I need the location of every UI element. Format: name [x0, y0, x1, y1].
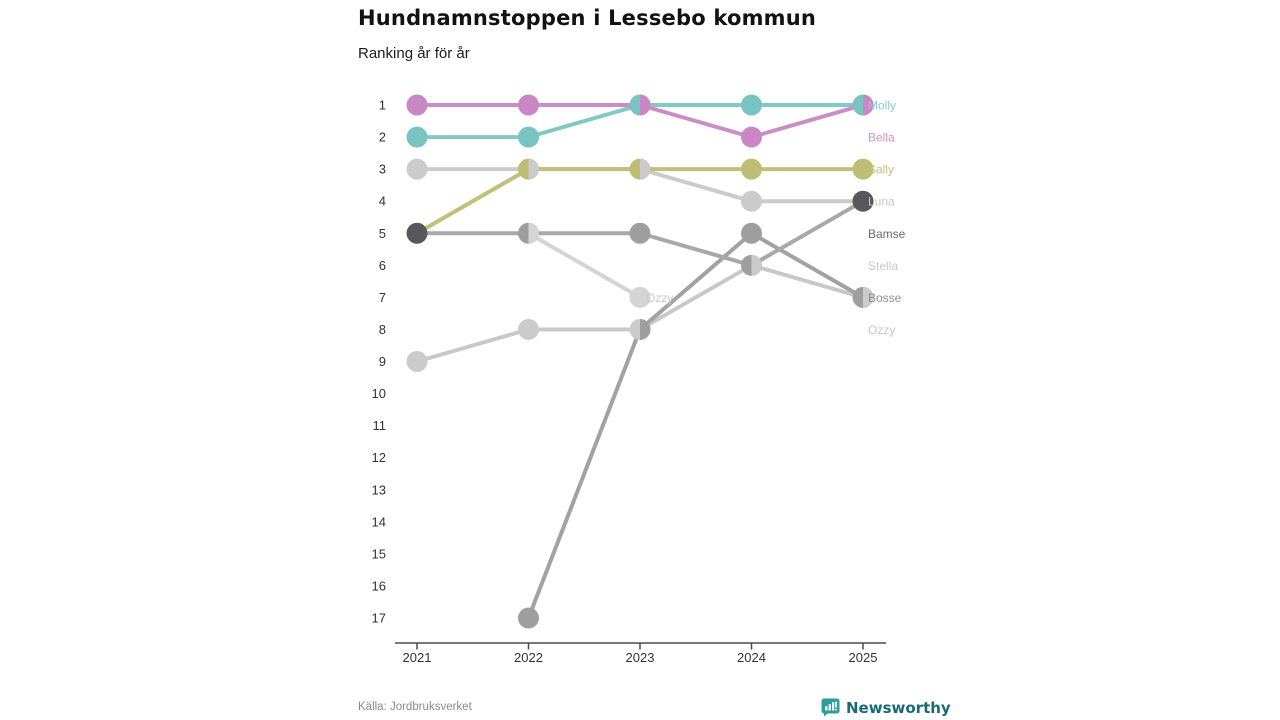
y-tick-label: 8	[378, 321, 386, 337]
dot-2021-rank9	[407, 351, 428, 372]
x-tick-label: 2024	[737, 650, 766, 665]
series-line-ozzy	[529, 233, 641, 297]
page-title: Hundnamnstoppen i Lessebo kommun	[358, 6, 817, 30]
series-label-bamse: Bamse	[868, 226, 906, 241]
source-text: Källa: Jordbruksverket	[358, 701, 472, 713]
y-tick-label: 16	[371, 578, 386, 594]
series-line-stella	[417, 265, 863, 361]
dot-2024-rank1	[741, 95, 762, 116]
dot-2024-rank5	[741, 223, 762, 244]
chart-subtitle: Ranking år för år	[358, 45, 470, 62]
x-tick-label: 2025	[848, 650, 878, 665]
y-tick-label: 3	[378, 161, 386, 177]
x-tick-label: 2023	[625, 650, 655, 665]
y-tick-label: 9	[378, 354, 386, 369]
y-tick-label: 5	[378, 225, 386, 241]
dot-2024-rank3	[741, 159, 762, 180]
dot-2022-rank17	[518, 608, 539, 629]
series-line-bosse	[529, 233, 864, 618]
series-label-bella: Bella	[868, 130, 895, 145]
y-tick-label: 4	[378, 193, 386, 209]
dot-2021-rank5	[407, 223, 428, 244]
y-tick-label: 10	[371, 386, 386, 402]
series-label-luna: Luna	[868, 194, 895, 209]
y-tick-label: 6	[378, 257, 386, 273]
y-tick-label: 11	[372, 418, 386, 434]
dot-2021-rank3	[407, 159, 428, 180]
dot-2021-rank2	[407, 127, 428, 148]
dot-2023-rank5	[630, 223, 651, 244]
dot-2022-rank8	[518, 319, 539, 340]
series-label-ozzy: Ozzy	[868, 322, 896, 337]
x-tick-label: 2022	[514, 650, 543, 665]
y-tick-label: 1	[378, 97, 386, 113]
dot-2024-rank2	[741, 127, 762, 148]
series-label-sally: Sally	[868, 162, 895, 177]
y-tick-label: 7	[378, 289, 386, 305]
y-tick-label: 2	[378, 129, 386, 145]
dot-half-2022-rank3	[529, 159, 540, 180]
series-label-bosse: Bosse	[868, 290, 902, 305]
y-tick-label: 17	[371, 610, 386, 626]
newsworthy-logo-text: Newsworthy	[846, 698, 951, 717]
inline-label-ozzy: Ozzy	[646, 290, 674, 305]
series-label-stella: Stella	[868, 258, 899, 273]
dot-2021-rank1	[407, 95, 428, 116]
dot-2022-rank2	[518, 127, 539, 148]
dot-2022-rank1	[518, 95, 539, 116]
dot-2024-rank4	[741, 191, 762, 212]
y-tick-label: 13	[371, 482, 386, 498]
y-tick-label: 12	[371, 450, 386, 466]
series-label-molly: Molly	[868, 98, 897, 113]
x-tick-label: 2021	[402, 650, 432, 665]
y-tick-label: 15	[371, 546, 386, 562]
newsworthy-logo[interactable]	[821, 698, 951, 717]
newsworthy-logo-icon	[821, 698, 840, 717]
dot-half-2023-rank1	[640, 95, 651, 116]
y-tick-label: 14	[371, 514, 386, 530]
dot-half-2023-rank3	[640, 159, 651, 180]
